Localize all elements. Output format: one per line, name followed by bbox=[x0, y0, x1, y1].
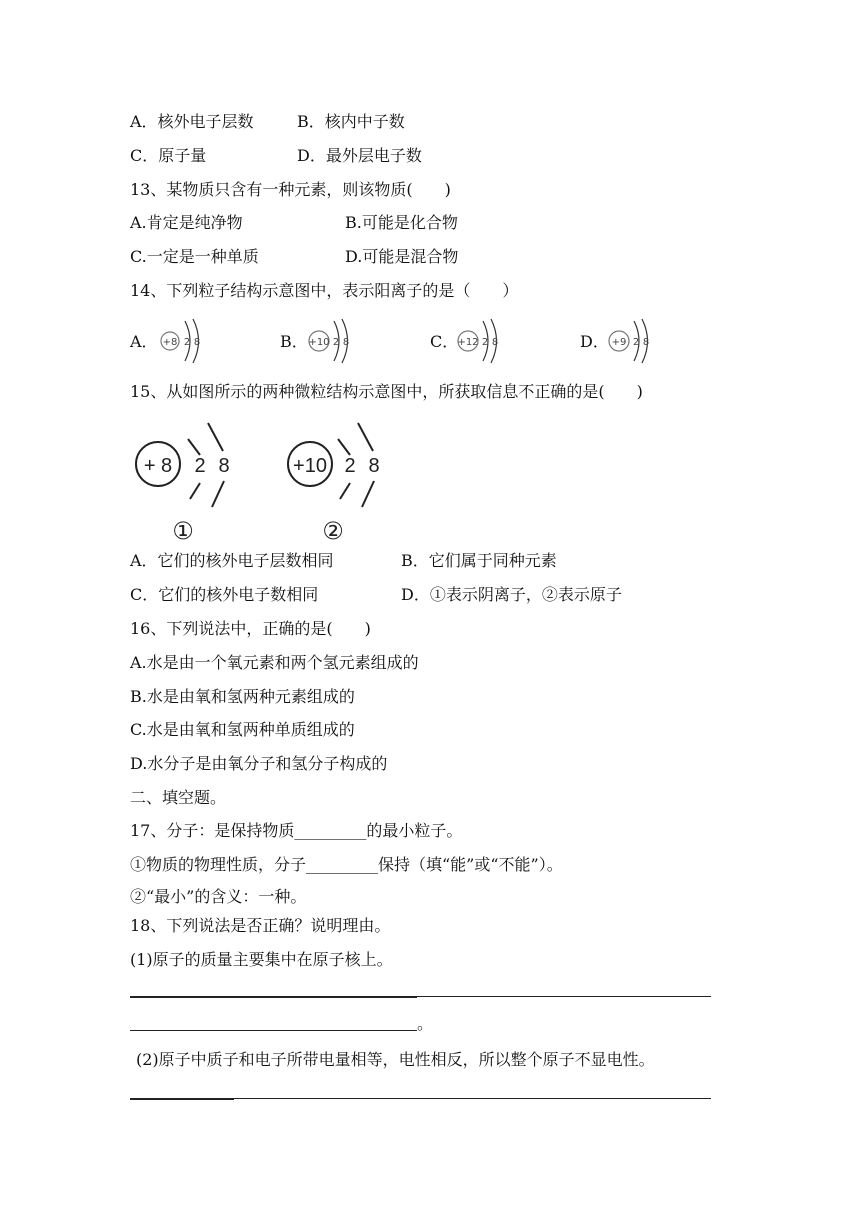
shell-2-label: 8 bbox=[342, 337, 350, 348]
shell-1-label: 2 bbox=[481, 337, 489, 348]
q12-option-a: A．核外电子层数 bbox=[130, 112, 254, 131]
q15-stem: 15、从如图所示的两种微粒结构示意图中，所获取信息不正确的是( ) bbox=[130, 382, 643, 401]
q13-option-d: D.可能是混合物 bbox=[345, 247, 459, 266]
answer-line bbox=[130, 1098, 234, 1100]
q17-stem: 17、分子：是保持物质_________的最小粒子。 bbox=[130, 821, 463, 840]
answer-line bbox=[130, 1030, 417, 1031]
shell-2-label: 8 bbox=[193, 337, 201, 348]
q14-option-c-atom-diagram bbox=[455, 316, 507, 364]
q14-option-c-letter: C． bbox=[430, 332, 459, 351]
section-2-heading: 二、填空题。 bbox=[130, 788, 227, 807]
q14-option-d-letter: D． bbox=[580, 332, 609, 351]
nucleus-label: +10 bbox=[308, 337, 330, 348]
q13-stem: 13、某物质只含有一种元素，则该物质( ) bbox=[130, 180, 451, 199]
q15-option-a: A．它们的核外电子层数相同 bbox=[130, 551, 334, 570]
q12-option-d: D．最外层电子数 bbox=[297, 146, 422, 165]
nucleus-label: +9 bbox=[611, 337, 627, 348]
nucleus-label: + 8 bbox=[143, 455, 173, 477]
q15-diagram-1 bbox=[136, 423, 230, 545]
nucleus-label: +10 bbox=[293, 455, 327, 477]
q15-particle-diagrams bbox=[128, 415, 398, 545]
answer-line bbox=[417, 996, 711, 997]
q15-option-b: B．它们属于同种元素 bbox=[401, 551, 557, 570]
diagram-label: ① bbox=[172, 517, 194, 545]
q16-option-a: A.水是由一个氧元素和两个氢元素组成的 bbox=[130, 653, 419, 672]
shell-2-label: 8 bbox=[368, 455, 380, 477]
q14-option-a-atom-diagram bbox=[158, 316, 210, 364]
q18-part-2: (2)原子中质子和电子所带电量相等，电性相反，所以整个原子不显电性。 bbox=[136, 1050, 655, 1069]
q17-line-1: ①物质的物理性质，分子_________保持（填“能”或“不能”）。 bbox=[130, 855, 563, 874]
q13-option-a: A.肯定是纯净物 bbox=[130, 213, 243, 232]
shell-2-label: 8 bbox=[642, 337, 650, 348]
q16-stem: 16、下列说法中，正确的是( ) bbox=[130, 619, 371, 638]
shell-1-label: 2 bbox=[332, 337, 340, 348]
q14-option-a-letter: A． bbox=[130, 332, 158, 351]
shell-1-label: 2 bbox=[632, 337, 640, 348]
answer-end-mark: 。 bbox=[417, 1014, 434, 1033]
shell-2-label: 8 bbox=[218, 455, 230, 477]
nucleus-label: +12 bbox=[457, 337, 479, 348]
answer-line bbox=[234, 1098, 711, 1099]
q14-option-b-atom-diagram bbox=[306, 316, 358, 364]
q13-option-c: C.一定是一种单质 bbox=[130, 247, 259, 266]
shell-1-label: 2 bbox=[183, 337, 191, 348]
q14-option-b-letter: B． bbox=[280, 332, 308, 351]
q18-part-1: (1)原子的质量主要集中在原子核上。 bbox=[130, 950, 393, 969]
q12-option-c: C．原子量 bbox=[130, 146, 207, 165]
q16-option-b: B.水是由氧和氢两种元素组成的 bbox=[130, 687, 355, 706]
q14-stem: 14、下列粒子结构示意图中，表示阳离子的是（ ） bbox=[130, 281, 519, 300]
q15-diagram-2 bbox=[288, 423, 380, 545]
nucleus-label: +8 bbox=[162, 337, 178, 348]
q15-option-c: C．它们的核外电子数相同 bbox=[130, 585, 319, 604]
q16-option-c: C.水是由氧和氢两种单质组成的 bbox=[130, 720, 355, 739]
q12-option-b: B．核内中子数 bbox=[297, 112, 405, 131]
q13-option-b: B.可能是化合物 bbox=[345, 213, 458, 232]
q18-stem: 18、下列说法是否正确？说明理由。 bbox=[130, 916, 391, 935]
q15-option-d: D．①表示阴离子，②表示原子 bbox=[401, 585, 622, 604]
diagram-label: ② bbox=[322, 517, 344, 545]
shell-2-label: 8 bbox=[491, 337, 499, 348]
q17-line-2: ②“最小”的含义：一种。 bbox=[130, 887, 307, 906]
shell-1-label: 2 bbox=[194, 455, 206, 477]
shell-1-label: 2 bbox=[344, 455, 356, 477]
answer-line bbox=[130, 996, 417, 998]
q16-option-d: D.水分子是由氧分子和氢分子构成的 bbox=[130, 754, 388, 773]
q14-option-d-atom-diagram bbox=[606, 316, 658, 364]
